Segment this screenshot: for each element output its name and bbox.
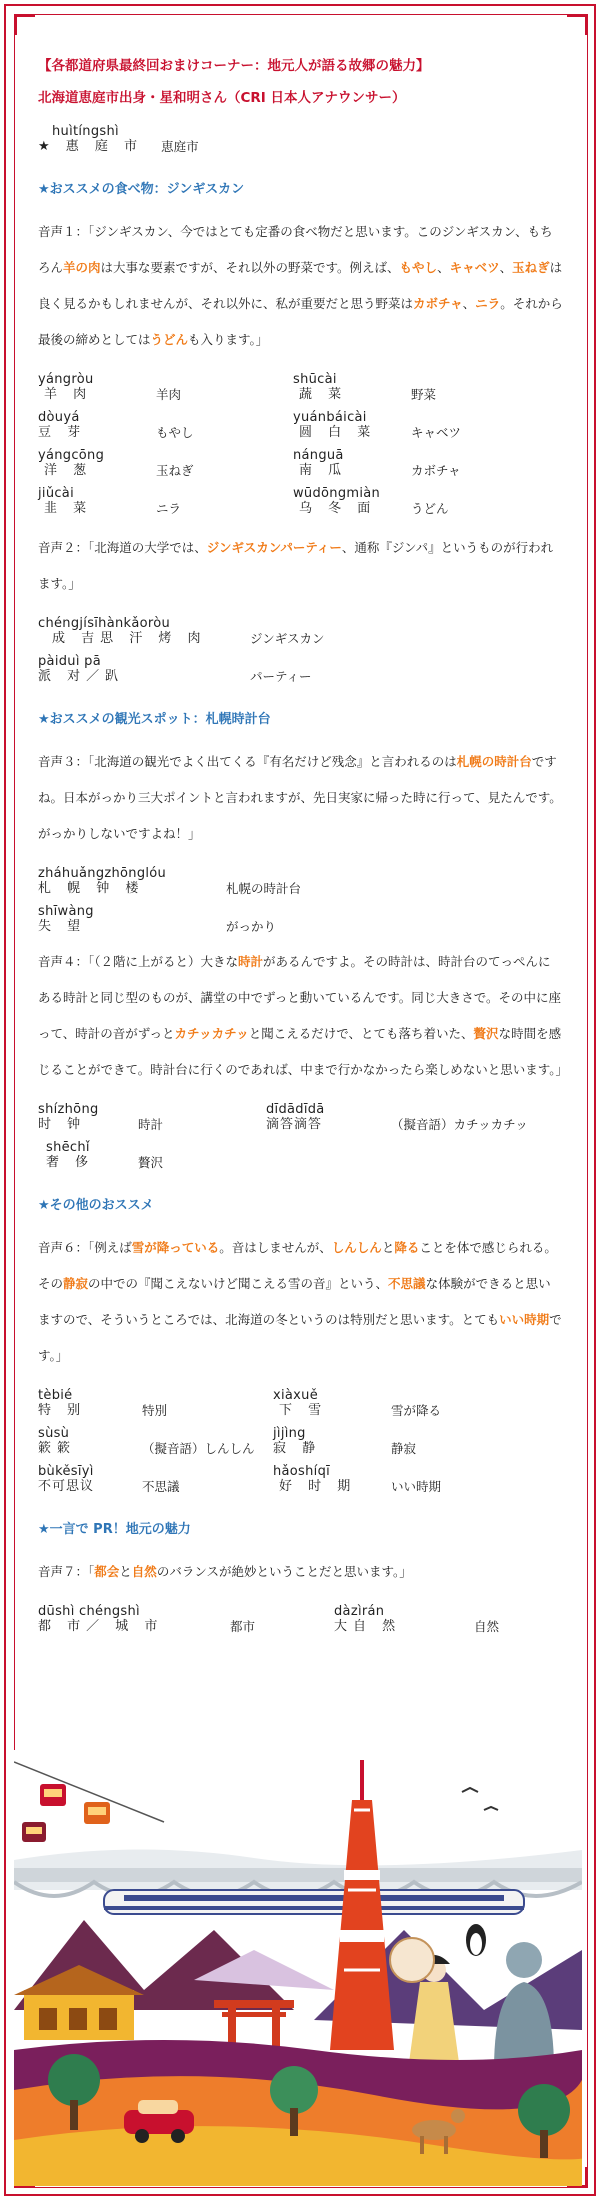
- meaning: パーティー: [250, 669, 312, 684]
- meaning: 雪が降る: [391, 1403, 442, 1418]
- pinyin: yángròu: [38, 372, 94, 387]
- highlight: ジンギスカンパーティー: [206, 540, 342, 555]
- pinyin: shízhōng: [38, 1102, 99, 1117]
- pinyin: wūdōngmiàn: [293, 486, 381, 501]
- text: 、: [499, 260, 513, 275]
- highlight: 玉ねぎ: [512, 260, 550, 275]
- chinese-word: 时 钟: [38, 1117, 87, 1132]
- vocab-item: [38, 486, 293, 516]
- text: も入ります。」: [188, 332, 269, 347]
- vocab-item: [266, 1102, 528, 1132]
- chinese-word: 乌 冬 面: [299, 501, 377, 516]
- chinese-word: ★ 惠 庭 市: [38, 139, 144, 154]
- vocab-item: [38, 866, 301, 896]
- vocab-row: [38, 1132, 563, 1170]
- section-pr: ★一言で PR！地元の魅力: [38, 1522, 191, 1537]
- meaning: 恵庭市: [161, 139, 199, 154]
- meaning: 時計: [138, 1117, 164, 1132]
- vocab-row: [38, 1596, 563, 1634]
- chinese-word: 羊 肉: [44, 387, 93, 402]
- chinese-word: 特 别: [38, 1403, 87, 1418]
- pinyin: bùkěsīyì: [38, 1464, 94, 1479]
- chinese-word: 札 幌 钟 楼: [38, 881, 145, 896]
- meaning: 札幌の時計台: [226, 881, 302, 896]
- vocab-item: [38, 616, 324, 646]
- vocab-word: [38, 654, 250, 684]
- vocab-row: [38, 402, 563, 440]
- vocab-word: [38, 486, 156, 516]
- text: 音声６：「例えば: [38, 1240, 132, 1255]
- vocab-word: [293, 448, 411, 478]
- vocab-word: [38, 1102, 138, 1132]
- chinese-word: 大自 然: [334, 1619, 402, 1634]
- pinyin: shēchǐ: [46, 1140, 90, 1155]
- vocab-list-2: [38, 608, 563, 684]
- chinese-word: 圆 白 菜: [299, 425, 377, 440]
- vocab-row: [38, 858, 563, 896]
- japan-landmarks-illustration: [14, 1750, 582, 2186]
- text: 、: [462, 296, 476, 311]
- vocab-item: [38, 1464, 273, 1494]
- chinese-word: 不可思议: [38, 1479, 95, 1494]
- vocab-item: [38, 372, 293, 402]
- vocab-item: [38, 904, 276, 934]
- text: な時間を感じることができて。時計台に行くのであれば、中まで行かなかったら楽しめないと思います。」: [38, 1026, 569, 1077]
- text: は大事な要素ですが、それ以外の野菜です。例えば、: [100, 260, 400, 275]
- highlight: もやし: [399, 260, 438, 275]
- vocab-word: [38, 866, 226, 896]
- meaning: カボチャ: [411, 463, 461, 478]
- vocab-word: [38, 372, 156, 402]
- pinyin: jiǔcài: [38, 486, 74, 501]
- chinese-word: 派 对／趴: [38, 669, 125, 684]
- vocab-word: [38, 1388, 142, 1418]
- vocab-word: [293, 486, 411, 516]
- meaning: 不思議: [142, 1479, 180, 1494]
- highlight: 札幌の時計台: [456, 754, 532, 769]
- vocab-word: [38, 448, 156, 478]
- meaning: ニラ: [156, 501, 182, 516]
- meaning: 都市: [230, 1619, 256, 1634]
- section-other: ★その他のおススメ: [38, 1198, 154, 1213]
- vocab-item: [38, 654, 312, 684]
- vocab-word: [38, 1426, 142, 1456]
- meaning: 野菜: [411, 387, 437, 402]
- vocab-word: [38, 616, 250, 646]
- pinyin: dòuyá: [38, 410, 80, 425]
- vocab-item: [273, 1388, 441, 1418]
- vocab-row: [38, 646, 563, 684]
- section-food: ★おススメの食べ物：ジンギスカン: [38, 182, 245, 197]
- pinyin: yuánbáicài: [293, 410, 367, 425]
- chinese-word: 都 市／ 城 市: [38, 1619, 164, 1634]
- vocab-word: [38, 904, 226, 934]
- vocab-row: [38, 478, 563, 516]
- audio-4-text: [38, 944, 569, 1088]
- gondola-icon: [84, 1802, 110, 1824]
- audio-6-text: [38, 1230, 563, 1374]
- text: 。音はしませんが、: [219, 1240, 332, 1255]
- vocab-list-6: [38, 1380, 563, 1494]
- vocab-word: [293, 372, 411, 402]
- vocab-row: [38, 440, 563, 478]
- vocab-word: [273, 1388, 391, 1418]
- vocab-item: [293, 448, 461, 478]
- text: な体験ができると思いますので、そういうところでは、北海道の冬というのは特別だと思います。とても: [38, 1276, 551, 1327]
- gondola-icon: [40, 1784, 66, 1806]
- text: ことを体で感じられる。その: [38, 1240, 557, 1291]
- highlight: いい時期: [499, 1312, 550, 1327]
- vocab-word: [266, 1102, 391, 1132]
- text: のバランスが絶妙ということだと思います。」: [156, 1564, 412, 1579]
- meaning: 贅沢: [138, 1155, 164, 1170]
- meaning: うどん: [411, 501, 449, 516]
- highlight: キャベツ: [449, 260, 500, 275]
- highlight: 雪が降っている: [131, 1240, 220, 1255]
- gondola-icon: [22, 1822, 46, 1842]
- page-title: 【各都道府県最終回おまけコーナー：地元人が語る故郷の魅力】: [38, 58, 430, 74]
- meaning: 特別: [142, 1403, 168, 1418]
- text: ですね。日本がっかり三大ポイントと言われますが、先日実家に帰った時に行って、見たんです。がっかりしないですよね！」: [38, 754, 562, 841]
- vocab-word: [46, 1140, 138, 1170]
- text: は良く見るかもしれませんが、それ以外に、私が重要だと思う野菜は: [38, 260, 563, 311]
- highlight: 降る: [394, 1240, 420, 1255]
- pinyin: yángcōng: [38, 448, 105, 463]
- meaning: いい時期: [391, 1479, 442, 1494]
- vocab-list-7: [38, 1596, 563, 1634]
- pinyin: pàiduì pā: [38, 654, 101, 669]
- vocab-item: [38, 1426, 273, 1456]
- chinese-word: 韭 菜: [44, 501, 93, 516]
- chinese-word: 滴答滴答: [266, 1117, 323, 1132]
- meaning: がっかり: [226, 919, 277, 934]
- pinyin: nánguā: [293, 448, 344, 463]
- pinyin: hǎoshíqī: [273, 1464, 331, 1479]
- text: 音声２：「北海道の大学では、: [38, 540, 207, 555]
- meaning: 自然: [474, 1619, 500, 1634]
- meaning: （擬音語）しんしん: [142, 1441, 255, 1456]
- chinese-word: 豆 芽: [38, 425, 87, 440]
- meaning: キャベツ: [411, 425, 462, 440]
- vocab-item: [334, 1604, 499, 1634]
- pinyin: xiàxuě: [273, 1388, 319, 1403]
- highlight: 時計: [238, 954, 264, 969]
- vocab-item: [293, 410, 461, 440]
- speaker-line: 北海道恵庭市出身・星和明さん（CRI 日本人アナウンサー）: [38, 90, 406, 106]
- pinyin: tèbié: [38, 1388, 73, 1403]
- highlight: カチッカチッ: [174, 1026, 249, 1041]
- vocab-item: [38, 448, 293, 478]
- meaning: ジンギスカン: [250, 631, 325, 646]
- chinese-word: 下 雪: [279, 1403, 328, 1418]
- text: 、: [437, 260, 450, 275]
- meaning: 羊肉: [156, 387, 182, 402]
- text: の中での『聞こえないけど聞こえる雪の音』という、: [88, 1276, 389, 1291]
- meaning: （擬音語）カチッカチッ: [391, 1117, 528, 1132]
- highlight: しんしん: [331, 1240, 382, 1255]
- text: 。それから最後の締めとしては: [38, 296, 563, 347]
- highlight: 贅沢: [473, 1026, 499, 1041]
- penguin-icon: [466, 1924, 486, 1956]
- bullet-train-icon: [104, 1890, 524, 1914]
- meaning: 玉ねぎ: [156, 463, 194, 478]
- vocab-row: [38, 1380, 563, 1418]
- text: 音声３：「北海道の観光でよく出てくる『有名だけど残念』と言われるのは: [38, 754, 457, 769]
- pinyin: shīwàng: [38, 904, 94, 919]
- text: と聞こえるだけで、とても落ち着いた、: [248, 1026, 474, 1041]
- vocab-row: [38, 896, 563, 934]
- vocab-word: [293, 410, 411, 440]
- highlight: 静寂: [63, 1276, 89, 1291]
- vocab-row: [38, 1418, 563, 1456]
- chinese-word: 洋 葱: [44, 463, 93, 478]
- chinese-word: 奢 侈: [46, 1155, 95, 1170]
- meaning: もやし: [156, 425, 194, 440]
- text: 、通称『ジンパ』というものが行われます。」: [38, 540, 554, 591]
- text: です。」: [38, 1312, 562, 1363]
- text: と: [119, 1564, 132, 1579]
- pinyin: sùsù: [38, 1426, 70, 1441]
- vocab-list-1: [38, 364, 563, 516]
- corner-ornament: [567, 15, 587, 35]
- vocab-word: [38, 410, 156, 440]
- chinese-word: 寂 静: [273, 1441, 322, 1456]
- pinyin: dīdādīdā: [266, 1102, 325, 1117]
- pinyin: dūshì chéngshì: [38, 1604, 140, 1619]
- vocab-item: [273, 1426, 416, 1456]
- article-content: [38, 56, 569, 1644]
- meaning: 静寂: [391, 1441, 417, 1456]
- chinese-word: 南 瓜: [299, 463, 348, 478]
- text: と: [381, 1240, 395, 1255]
- vocab-word: [334, 1604, 474, 1634]
- chinese-word: 簌簌: [38, 1441, 77, 1456]
- landmarks-svg: [14, 1750, 582, 2186]
- audio-1-text: [38, 214, 563, 358]
- vocab-word: [38, 124, 143, 154]
- vocab-word: [38, 1604, 230, 1634]
- chinese-word: 失 望: [38, 919, 87, 934]
- highlight: ニラ: [475, 296, 501, 311]
- pinyin: huìtíngshì: [52, 124, 119, 139]
- place-name: [38, 116, 563, 154]
- pinyin: jìjìng: [273, 1426, 306, 1441]
- vocab-list-3: [38, 858, 563, 934]
- highlight: カボチャ: [413, 296, 463, 311]
- chinese-word: 蔬 菜: [299, 387, 348, 402]
- highlight: 不思議: [388, 1276, 426, 1291]
- text: 音声４：「（２階に上がると）大きな: [38, 954, 239, 969]
- chinese-word: 成 吉思 汗 烤 肉: [52, 631, 207, 646]
- highlight: 自然: [131, 1564, 157, 1579]
- text: があるんですよ。その時計は、時計台のてっぺんにある時計と同じ型のものが、講堂の中でずっと動いているんです。同じ大きさで。その中に座って、時計の音がずっと: [38, 954, 562, 1041]
- pinyin: zháhuǎngzhōnglóu: [38, 866, 167, 881]
- audio-3-text: [38, 744, 563, 852]
- vocab-row: [38, 608, 563, 646]
- vocab-word: [273, 1426, 391, 1456]
- chinese-word: 好 时 期: [279, 1479, 357, 1494]
- pinyin: shūcài: [293, 372, 337, 387]
- vocab-item: [38, 1388, 273, 1418]
- audio-2-text: [38, 530, 563, 602]
- text: 音声７：「: [38, 1564, 95, 1579]
- pinyin: dàzìrán: [334, 1604, 385, 1619]
- section-spot: ★おススメの観光スポット：札幌時計台: [38, 712, 271, 727]
- highlight: うどん: [150, 332, 189, 347]
- vocab-row: [38, 364, 563, 402]
- vocab-item: [38, 1604, 334, 1634]
- vocab-item: [38, 410, 293, 440]
- vocab-row: [38, 1456, 563, 1494]
- audio-7-text: [38, 1554, 563, 1590]
- vocab-word: [38, 1464, 142, 1494]
- pinyin: chéngjísīhànkǎoròu: [38, 616, 171, 631]
- vocab-row: [38, 1094, 563, 1132]
- vocab-item: [273, 1464, 441, 1494]
- vocab-item: [293, 486, 449, 516]
- vocab-list-4: [38, 1094, 563, 1170]
- highlight: 都会: [94, 1564, 120, 1579]
- vocab-word: [273, 1464, 391, 1494]
- corner-ornament: [15, 15, 35, 35]
- vocab-item: [38, 1102, 266, 1132]
- text: 音声１：「ジンギスカン、今ではとても定番の食べ物だと思います。このジンギスカン、もちろん: [38, 224, 553, 275]
- vocab-item: [293, 372, 436, 402]
- vocab-item: [38, 1140, 163, 1170]
- highlight: 羊の肉: [63, 260, 101, 275]
